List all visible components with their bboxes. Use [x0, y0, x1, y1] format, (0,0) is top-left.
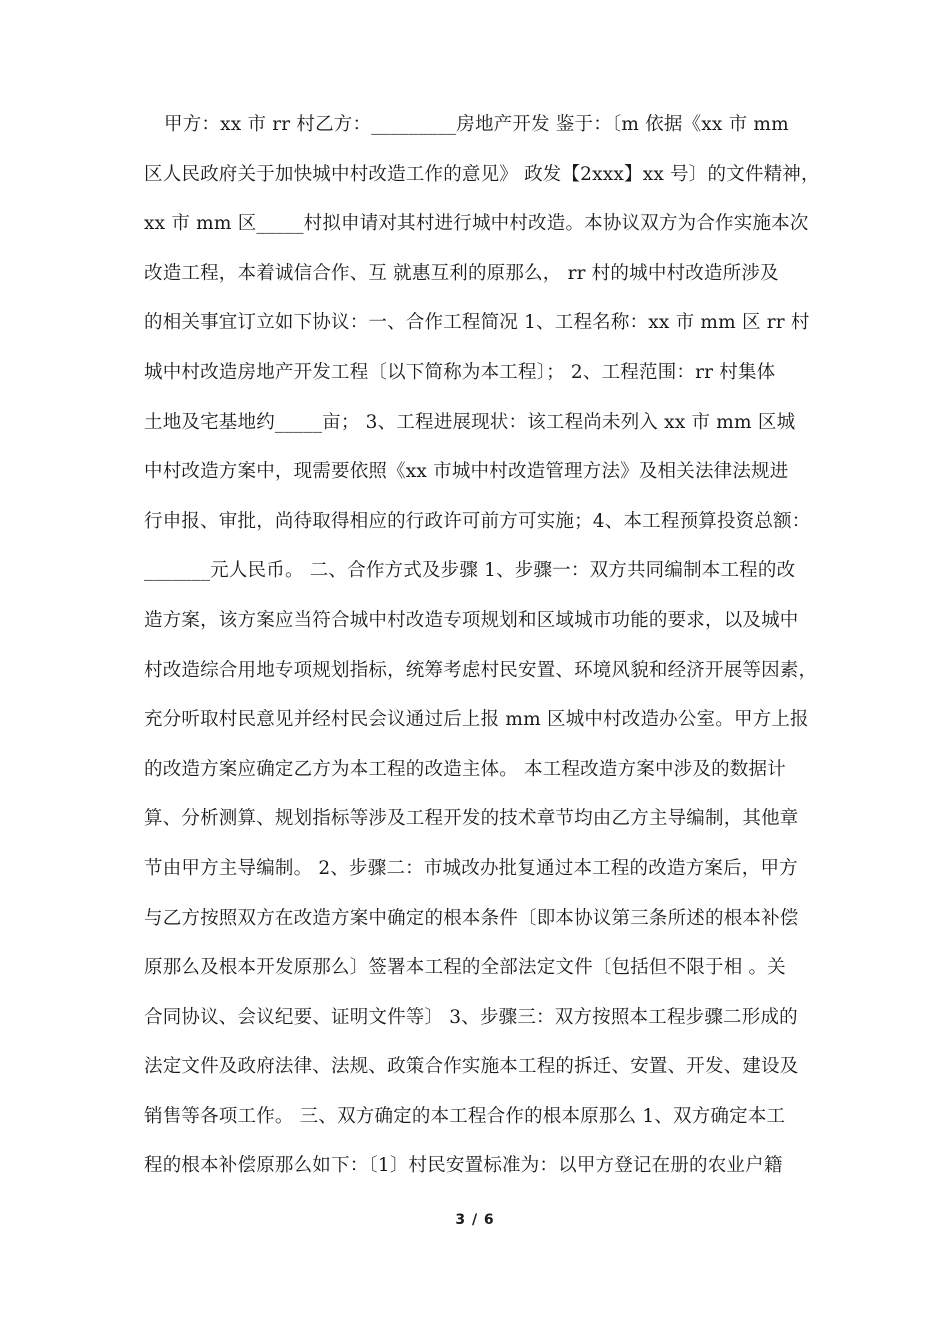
text-line: 改造工程，本着诚信合作、互 就惠互利的原那么， rr 村的城中村改造所涉及 — [144, 262, 779, 284]
body-text — [144, 108, 824, 1199]
text-line: 中村改造方案中，现需要依照《xx 市城中村改造管理方法》及相关法律法规进 — [144, 461, 789, 483]
text-line: 村改造综合用地专项规划指标，统筹考虑村民安置、环境风貌和经济开展等因素， — [144, 659, 818, 681]
text-line: 节由甲方主导编制。 2、步骤二：市城改办批复通过本工程的改造方案后，甲方 — [144, 857, 798, 879]
text-line: 甲方：xx 市 rr 村乙方：_________房地产开发 鉴于：〔m 依据《xx 市 mm — [164, 114, 789, 135]
text-line: 合同协议、会议纪要、证明文件等〕 3、步骤三：双方按照本工程步骤二形成的 — [144, 1006, 798, 1028]
text-line: 充分听取村民意见并经村民会议通过后上报 mm 区城中村改造办公室。甲方上报 — [144, 709, 809, 731]
text-line: 土地及宅基地约_____亩； 3、工程进展现状：该工程尚未列入 xx 市 mm 区城 — [144, 411, 796, 433]
text-line: 算、分析测算、规划指标等涉及工程开发的技术章节均由乙方主导编制，其他章 — [144, 808, 799, 830]
text-line: 的改造方案应确定乙方为本工程的改造主体。 本工程改造方案中涉及的数据计 — [144, 758, 786, 780]
text-line: 原那么及根本开发原那么〕签署本工程的全部法定文件〔包括但不限于相 。关 — [144, 957, 786, 979]
text-line: xx 市 mm 区_____村拟申请对其村进行城中村改造。本协议双方为合作实施本次 — [144, 213, 809, 235]
text-line: 销售等各项工作。 三、双方确定的本工程合作的根本原那么 1、双方确定本工 — [144, 1105, 786, 1127]
text-line: _______元人民币。 二、合作方式及步骤 1、步骤一：双方共同编制本工程的改 — [144, 560, 796, 582]
text-line: 城中村改造房地产开发工程〔以下简称为本工程〕； 2、工程范围：rr 村集体 — [144, 361, 776, 383]
page-number: 3 / 6 — [455, 1212, 495, 1228]
text-line: 造方案，该方案应当符合城中村改造专项规划和区域城市功能的要求，以及城中 — [144, 609, 799, 631]
text-line: 的相关事宜订立如下协议：一、合作工程简况 1、工程名称：xx 市 mm 区 rr 村 — [144, 312, 810, 334]
text-line: 区人民政府关于加快城中村改造工作的意见》 政发【2xxx】xx 号〕的文件精神， — [144, 163, 820, 185]
text-line: 程的根本补偿原那么如下：〔1〕村民安置标准为：以甲方登记在册的农业户籍 — [144, 1155, 783, 1177]
text-line: 与乙方按照双方在改造方案中确定的根本条件〔即本协议第三条所述的根本补偿 — [144, 907, 799, 929]
text-line: 法定文件及政府法律、法规、政策合作实施本工程的拆迁、安置、开发、建设及 — [144, 1056, 799, 1078]
text-line: 行申报、审批，尚待取得相应的行政许可前方可实施；4、本工程预算投资总额： — [144, 510, 811, 532]
